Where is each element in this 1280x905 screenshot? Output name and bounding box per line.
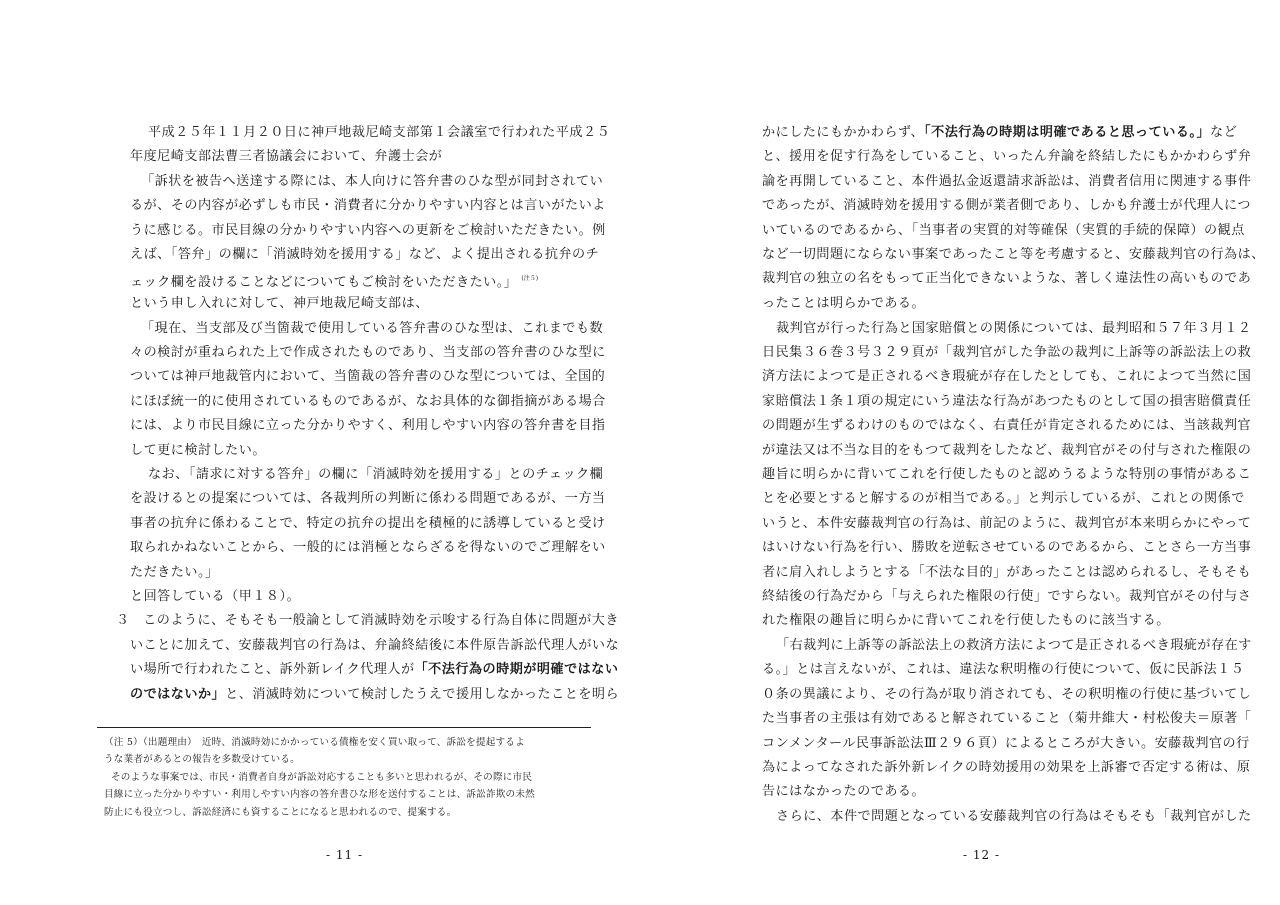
body-line: るが、その内容が必ずしも市民・消費者に分かりやすい内容とは言いがたいよ <box>130 198 606 213</box>
body-line: 事者の抗弁に係わることで、特定の抗弁の提出を積極的に誘導していると受け <box>130 516 606 531</box>
bold-quote: のではないか」 <box>130 687 226 702</box>
body-line <box>762 124 1237 142</box>
body-line: コンメンタール民事訴訟法Ⅲ２９６頁）によるところが大きい。安藤裁判官の行 <box>762 736 1250 751</box>
body-line: の問題が生ずるわけのものではなく、右責任が肯定されるためには、当該裁判官 <box>762 418 1252 433</box>
body-line: る。」とは言えないが、これは、違法な釈明権の行使について、仮に民訴法１５ <box>762 662 1245 677</box>
body-line <box>130 270 538 292</box>
body-line: とを必要とすると解するのが相当である。」と判示しているが、これとの関係で <box>762 491 1245 506</box>
body-line <box>130 661 618 679</box>
body-line: 趣旨に明らかに背いてこれを行使したものと認めうるような特別の事情があるこ <box>762 467 1252 482</box>
body-line: なお、「請求に対する答弁」の欄に「消滅時効を援用する」とのチェック欄 <box>148 467 604 482</box>
footnote-line: （注 5）（出題理由） 近時、消滅時効にかかっている債権を安く買い取って、訴訟を提起するよ <box>104 737 525 748</box>
footnote-line: うな業者があるとの報告を多数受けている。 <box>104 754 300 765</box>
body-line: と、援用を促す行為をしていること、いったん弁論を終結したにもかかわらず弁 <box>762 149 1252 164</box>
body-line: と回答している（甲１８）。 <box>130 589 301 604</box>
body-line: 論を再開していること、本件過払金返還請求訴訟は、消費者信用に関連する事件 <box>762 174 1252 189</box>
body-line: ０条の異議により、その行為が取り消されても、その釈明権の行使に基づいてし <box>762 687 1252 702</box>
body-line <box>130 686 619 704</box>
body-line: 日民集３６巻３号３２９頁が「裁判官がした争訟の裁判に上訴等の訴訟法上の救 <box>762 345 1252 360</box>
body-line: た当事者の主張は有効であると解されていること（菊井維大・村松俊夫＝原著「 <box>762 711 1252 726</box>
body-line: さらに、本件で問題となっている安藤裁判官の行為はそもそも「裁判官がした <box>776 809 1252 824</box>
body-line: を設けるとの提案については、各裁判所の判断に係わる問題であるが、一方当 <box>130 491 606 506</box>
body-text: かにしたにもかかわらず、 <box>762 125 925 140</box>
footnote-line: そのような事案では、市民・消費者自身が訴訟対応することも多いと思われるが、その際に市民 <box>111 772 533 783</box>
body-line: 者に肩入れしようとする「不法な目的」があったことは認められるし、そもそも <box>762 565 1252 580</box>
body-line: いているのであるから、「当事者の実質的対等確保（実質的手続的保障）の観点 <box>762 223 1245 238</box>
body-line: 裁判官が行った行為と国家賠償との関係については、最判昭和５７年３月１２ <box>776 321 1252 336</box>
page-number: - 12 - <box>963 848 1001 862</box>
body-line: して更に検討したい。 <box>130 443 266 458</box>
body-line: という申し入れに対して、神戸地裁尼崎支部は、 <box>130 296 429 311</box>
body-line: 終結後の行為だから「与えられた権限の行使」ですらない。裁判官がその付与さ <box>762 589 1252 604</box>
footnote-reference: (注５) <box>521 275 539 282</box>
body-line: はいけない行為を行い、勝敗を逆転させているのであるから、ことさら一方当事 <box>762 540 1252 555</box>
page-number: - 11 - <box>326 848 364 862</box>
body-line: 取られかねないことから、一般的には消極とならざるを得ないのでご理解をい <box>130 540 606 555</box>
body-line: 「右裁判に上訴等の訴訟法上の救済方法によつて是正されるべき瑕疵が存在す <box>776 638 1252 653</box>
bold-quote: 「不法行為の時期が明確ではない <box>414 662 619 677</box>
body-text: ェック欄を設けることなどについてもご検討をいただきたい。」 <box>130 275 518 290</box>
footnote-line: 防止にも役立つし、訴訟経済にも資することになると思われるので、提案する。 <box>104 807 457 818</box>
body-line: 「訴状を被告へ送達する際には、本人向けに答弁書のひな型が同封されてい <box>141 174 604 189</box>
body-line: 家賠償法１条１項の規定にいう違法な行為があつたものとして国の損害賠償責任 <box>762 394 1252 409</box>
body-line: れた権限の趣旨に明らかに背いてこれを行使したものに該当する。 <box>762 613 1170 628</box>
body-line: ついては神戸地裁管内において、当箇裁の答弁書のひな型については、全国的 <box>130 369 606 384</box>
body-text: など <box>1210 125 1238 140</box>
body-line: えば、「答弁」の欄に「消滅時効を援用する」など、よく提出される抗弁のチ <box>130 247 600 262</box>
body-line: ったことは明らかである。 <box>762 296 926 311</box>
body-line: 年度尼崎支部法曹三者協議会において、弁護士会が <box>130 149 443 164</box>
body-line: ３ このように、そもそも一般論として消滅時効を示唆する行為自体に問題が大き <box>116 613 619 628</box>
body-line: うに感じる。市民目線の分かりやすい内容への更新をご検討いただきたい。例 <box>130 223 606 238</box>
body-line: 平成２５年１１月２０日に神戸地裁尼崎支部第１会議室で行われた平成２５ <box>148 125 611 140</box>
body-line: が違法又は不当な目的をもつて裁判をしたなど、裁判官がその付与された権限の <box>762 443 1252 458</box>
body-line: にほぼ統一的に使用されているものであるが、なお具体的な御指摘がある場合 <box>130 394 606 409</box>
right-page <box>640 0 1280 905</box>
body-line: 告にはなかったのである。 <box>762 784 926 799</box>
body-line: など一切問題にならない事案であったこと等を考慮すると、安藤裁判官の行為は、 <box>762 247 1265 262</box>
body-line: であったが、消滅時効を援用する側が業者側であり、しかも弁護士が代理人につ <box>762 198 1251 213</box>
body-line: いうと、本件安藤裁判官の行為は、前記のように、裁判官が本来明らかにやって <box>762 516 1252 531</box>
body-line: いことに加えて、安藤裁判官の行為は、弁論終結後に本件原告訴訟代理人がいな <box>130 638 620 653</box>
body-line: 裁判官の独立の名をもって正当化できないような、著しく違法性の高いものであ <box>762 271 1252 286</box>
body-line: には、より市民目線に立った分かりやすく、利用しやすい内容の答弁書を目指 <box>130 418 606 433</box>
body-line: ただきたい。」 <box>130 565 219 580</box>
body-line: 済方法によつて是正されるべき瑕疵が存在したとしても、これによつて当然に国 <box>762 369 1252 384</box>
body-line: 「現在、当支部及び当箇裁で使用している答弁書のひな型は、これまでも数 <box>141 321 604 336</box>
body-line: 為によってなされた訴外新レイクの時効援用の効果を上訴審で否定する術は、原 <box>762 760 1251 775</box>
footnote-line: 目線に立った分かりやすい・利用しやすい内容の答弁書ひな形を送付することは、訴訟詐欺の未然 <box>104 789 535 800</box>
body-text: と、消滅時効について検討したうえで援用しなかったことを明ら <box>225 687 620 702</box>
body-line: 々の検討が重ねられた上で作成されたものであり、当支部の答弁書のひな型に <box>130 345 606 360</box>
bold-quote: 「不法行為の時期は明確であると思っている。」 <box>924 125 1211 140</box>
body-text: い場所で行われたこと、訴外新レイク代理人が <box>130 662 415 677</box>
footnote-divider <box>97 727 591 728</box>
